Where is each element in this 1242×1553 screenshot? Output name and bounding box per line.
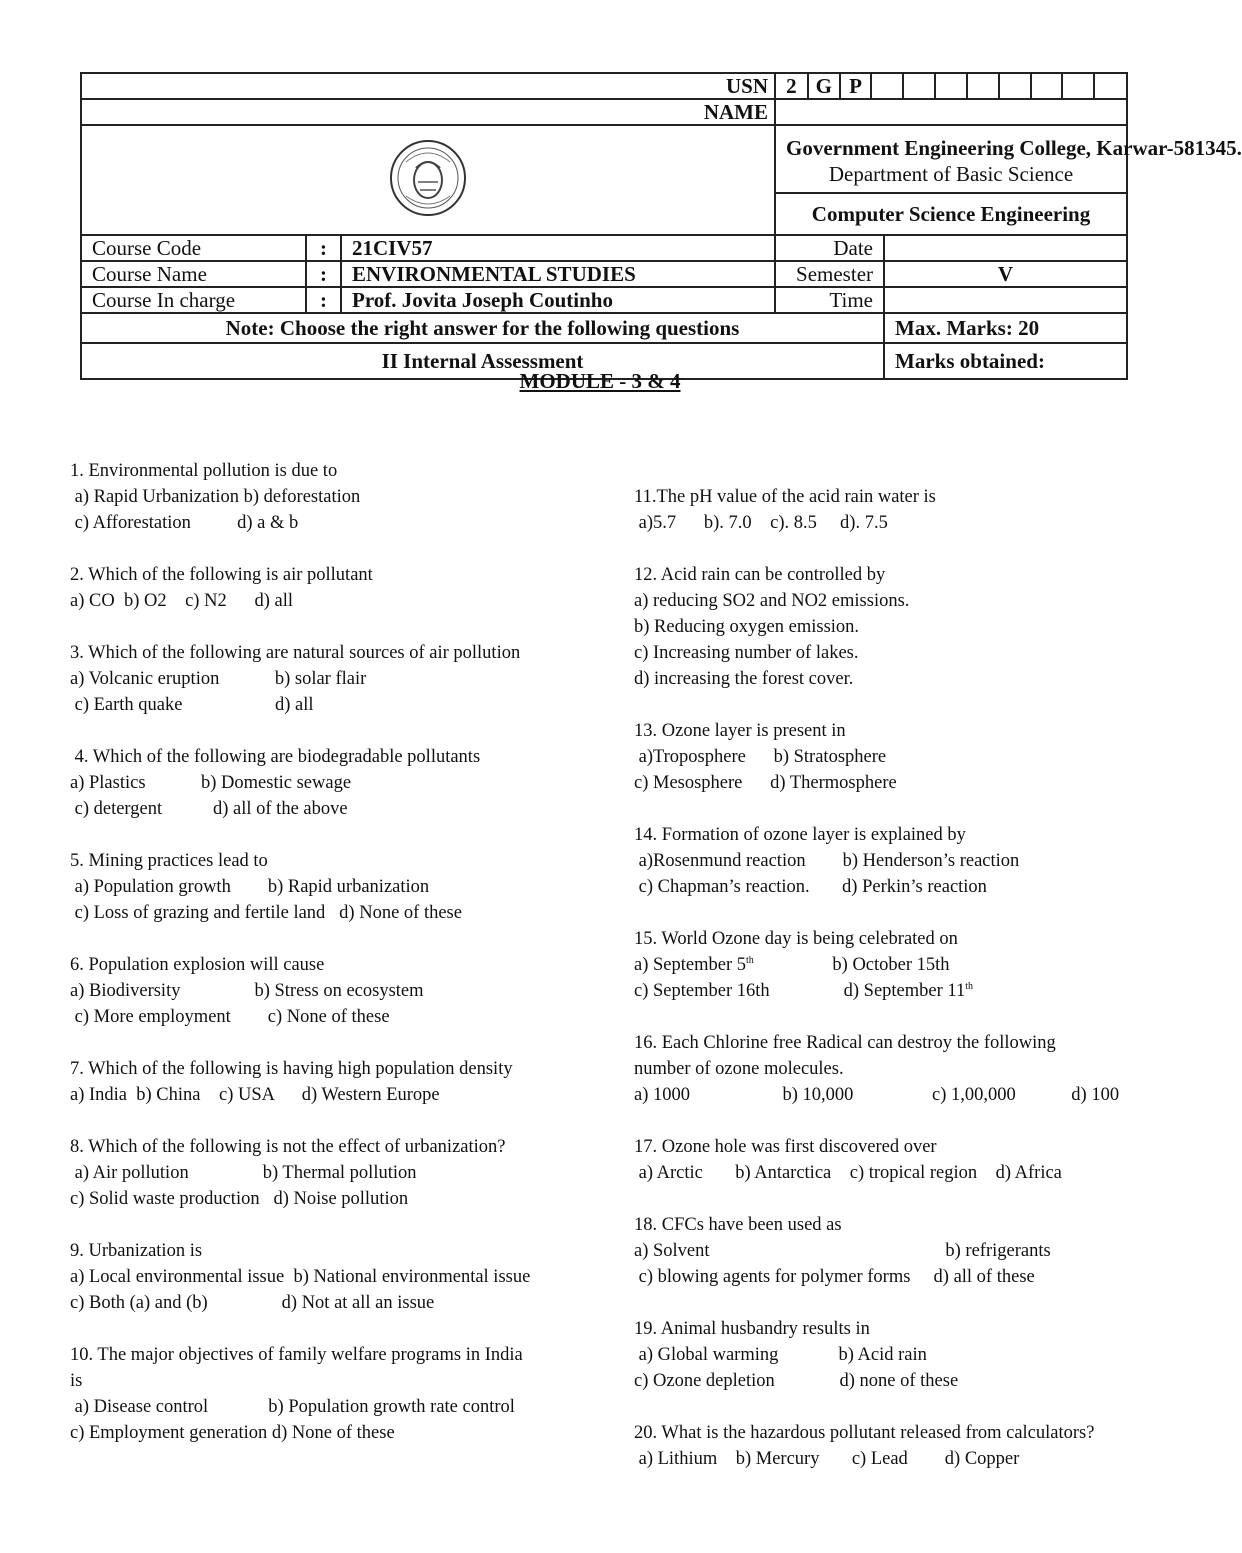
course-incharge-label: Course In charge xyxy=(81,287,306,313)
question-text: 10. The major objectives of family welfare programs in India xyxy=(70,1345,523,1365)
answer-options[interactable]: c) Both (a) and (b) d) Not at all an issue xyxy=(70,1293,435,1313)
question-text: 13. Ozone layer is present in xyxy=(634,721,846,741)
usn-digit-box[interactable] xyxy=(1062,74,1094,98)
answer-options[interactable]: a) Population growth b) Rapid urbanization xyxy=(70,877,430,897)
question-text: 1. Environmental pollution is due to xyxy=(70,461,338,481)
question-text: 7. Which of the following is having high population density xyxy=(70,1059,513,1079)
question-block xyxy=(634,1212,1174,1290)
answer-options[interactable]: a) Biodiversity b) Stress on ecosystem xyxy=(70,981,424,1001)
college-block xyxy=(775,125,1242,193)
course-code-row xyxy=(81,235,1127,261)
answer-options[interactable]: a) CO b) O2 c) N2 d) all xyxy=(70,591,293,611)
usn-digit-box[interactable] xyxy=(999,74,1031,98)
answer-options[interactable]: a) Air pollution b) Thermal pollution xyxy=(70,1163,417,1183)
question-text: 12. Acid rain can be controlled by xyxy=(634,565,886,585)
course-name-value: ENVIRONMENTAL STUDIES xyxy=(341,261,775,287)
module-title: MODULE - 3 & 4 xyxy=(519,369,681,393)
branch-name: Computer Science Engineering xyxy=(775,193,1127,235)
name-field[interactable] xyxy=(775,99,1127,125)
question-text: 19. Animal husbandry results in xyxy=(634,1319,870,1339)
date-label: Date xyxy=(775,235,884,261)
answer-options[interactable]: a) Volcanic eruption b) solar flair xyxy=(70,669,367,689)
usn-digit-box[interactable]: G xyxy=(808,74,840,98)
instructions-note: Note: Choose the right answer for the following questions xyxy=(81,313,884,343)
usn-label: USN xyxy=(81,73,775,99)
answer-options[interactable]: a) reducing SO2 and NO2 emissions. xyxy=(634,591,910,611)
answer-options[interactable]: c) Mesosphere d) Thermosphere xyxy=(634,773,897,793)
answer-options[interactable]: d) increasing the forest cover. xyxy=(634,669,854,689)
usn-row xyxy=(81,73,1127,99)
usn-digit-box[interactable]: P xyxy=(840,74,872,98)
usn-digit-box[interactable]: 2 xyxy=(776,74,808,98)
question-block xyxy=(70,1134,610,1212)
name-label: NAME xyxy=(81,99,775,125)
answer-options[interactable]: a)Rosenmund reaction b) Henderson’s reaction xyxy=(634,851,1020,871)
answer-options[interactable]: a) Disease control b) Population growth rate control xyxy=(70,1397,515,1417)
question-text: 11.The pH value of the acid rain water is xyxy=(634,487,936,507)
question-text: 20. What is the hazardous pollutant released from calculators? xyxy=(634,1423,1095,1443)
question-block xyxy=(70,1238,610,1316)
answer-options[interactable]: a)5.7 b). 7.0 c). 8.5 d). 7.5 xyxy=(634,513,888,533)
note-row xyxy=(81,313,1127,343)
answer-options[interactable]: a) September 5th b) October 15th xyxy=(634,954,950,975)
answer-options[interactable]: c) Chapman’s reaction. d) Perkin’s reaction xyxy=(634,877,987,897)
answer-options[interactable]: c) detergent d) all of the above xyxy=(70,799,348,819)
exam-header-table xyxy=(80,72,1242,380)
question-block xyxy=(634,562,1174,692)
question-text: 15. World Ozone day is being celebrated on xyxy=(634,929,958,949)
time-label: Time xyxy=(775,287,884,313)
answer-options[interactable]: a) India b) China c) USA d) Western Europe xyxy=(70,1085,440,1105)
course-incharge-row xyxy=(81,287,1127,313)
answer-options[interactable]: a) 1000 b) 10,000 c) 1,00,000 d) 100 xyxy=(634,1085,1120,1105)
emblem-icon xyxy=(388,138,468,218)
usn-digit-box[interactable] xyxy=(903,74,935,98)
answer-options[interactable]: c) Loss of grazing and fertile land d) None of these xyxy=(70,903,462,923)
question-text: 18. CFCs have been used as xyxy=(634,1215,842,1235)
usn-digit-box[interactable] xyxy=(935,74,967,98)
question-block xyxy=(70,744,610,822)
answer-options[interactable]: c) Earth quake d) all xyxy=(70,695,314,715)
course-name-row xyxy=(81,261,1127,287)
answer-options[interactable]: c) Solid waste production d) Noise pollution xyxy=(70,1189,409,1209)
usn-boxes xyxy=(776,74,1126,98)
question-block xyxy=(634,484,1174,536)
course-code-label: Course Code xyxy=(81,235,306,261)
marks-obtained: Marks obtained: xyxy=(884,343,1127,379)
answer-options[interactable]: a) Plastics b) Domestic sewage xyxy=(70,773,352,793)
course-name-label: Course Name xyxy=(81,261,306,287)
question-text: 9. Urbanization is xyxy=(70,1241,203,1261)
colon: : xyxy=(306,287,341,313)
question-block xyxy=(634,926,1174,1004)
semester-label: Semester xyxy=(775,261,884,287)
answer-options[interactable]: is xyxy=(70,1371,83,1391)
question-text: 3. Which of the following are natural sources of air pollution xyxy=(70,643,521,663)
answer-options[interactable]: c) More employment c) None of these xyxy=(70,1007,390,1027)
colon: : xyxy=(306,261,341,287)
question-block xyxy=(634,822,1174,900)
answer-options[interactable]: c) blowing agents for polymer forms d) all of these xyxy=(634,1267,1035,1287)
answer-options[interactable]: a) Global warming b) Acid rain xyxy=(634,1345,927,1365)
answer-options[interactable]: a) Solvent b) refrigerants xyxy=(634,1241,1051,1261)
usn-digit-box[interactable] xyxy=(1031,74,1063,98)
question-block xyxy=(70,952,610,1030)
department-name: Department of Basic Science xyxy=(828,161,1074,186)
answer-options[interactable]: c) Afforestation d) a & b xyxy=(70,513,299,533)
usn-digit-box[interactable] xyxy=(967,74,999,98)
answer-options[interactable]: a) Arctic b) Antarctica c) tropical region d) Africa xyxy=(634,1163,1062,1183)
question-block xyxy=(634,1420,1174,1472)
question-block xyxy=(634,1030,1174,1108)
question-text: 2. Which of the following is air pollutant xyxy=(70,565,373,585)
question-text: 8. Which of the following is not the effect of urbanization? xyxy=(70,1137,506,1157)
answer-options[interactable]: c) Employment generation d) None of these xyxy=(70,1423,395,1443)
question-block xyxy=(634,1134,1174,1186)
time-field[interactable] xyxy=(884,287,1127,313)
answer-options[interactable]: b) Reducing oxygen emission. xyxy=(634,617,860,637)
question-block xyxy=(70,848,610,926)
question-text: 5. Mining practices lead to xyxy=(70,851,268,871)
answer-options[interactable]: c) Increasing number of lakes. xyxy=(634,643,859,663)
date-field[interactable] xyxy=(884,235,1127,261)
assessment-title: II Internal Assessment xyxy=(81,343,884,379)
answer-options[interactable]: a)Troposphere b) Stratosphere xyxy=(634,747,887,767)
answer-options[interactable]: a) Local environmental issue b) National environmental issue xyxy=(70,1267,531,1287)
question-block xyxy=(70,640,610,718)
question-block xyxy=(634,718,1174,796)
college-logo xyxy=(81,125,775,235)
question-block xyxy=(70,1342,610,1446)
question-text: 17. Ozone hole was first discovered over xyxy=(634,1137,937,1157)
question-block xyxy=(634,1316,1174,1394)
question-text: 16. Each Chlorine free Radical can destroy the following xyxy=(634,1033,1056,1053)
question-block xyxy=(70,458,610,536)
questions-right-column xyxy=(634,484,1174,1498)
colon: : xyxy=(306,235,341,261)
answer-options[interactable]: c) September 16th d) September 11th xyxy=(634,980,974,1001)
question-text: 4. Which of the following are biodegradable pollutants xyxy=(70,747,481,767)
answer-options[interactable]: a) Lithium b) Mercury c) Lead d) Copper xyxy=(634,1449,1020,1469)
name-row xyxy=(81,99,1127,125)
usn-digit-box[interactable] xyxy=(871,74,903,98)
questions-left-column xyxy=(70,458,610,1472)
question-block xyxy=(70,1056,610,1108)
answer-options[interactable]: c) Ozone depletion d) none of these xyxy=(634,1371,959,1391)
question-text: 6. Population explosion will cause xyxy=(70,955,325,975)
course-incharge-value: Prof. Jovita Joseph Coutinho xyxy=(341,287,775,313)
college-name: Government Engineering College, Karwar-581345. xyxy=(786,135,1242,160)
usn-digit-box[interactable] xyxy=(1094,74,1126,98)
answer-options[interactable]: a) Rapid Urbanization b) deforestation xyxy=(70,487,361,507)
course-code-value: 21CIV57 xyxy=(341,235,775,261)
max-marks: Max. Marks: 20 xyxy=(884,313,1127,343)
question-text: 14. Formation of ozone layer is explained by xyxy=(634,825,966,845)
semester-value: V xyxy=(884,261,1127,287)
answer-options[interactable]: number of ozone molecules. xyxy=(634,1059,844,1079)
question-block xyxy=(70,562,610,614)
